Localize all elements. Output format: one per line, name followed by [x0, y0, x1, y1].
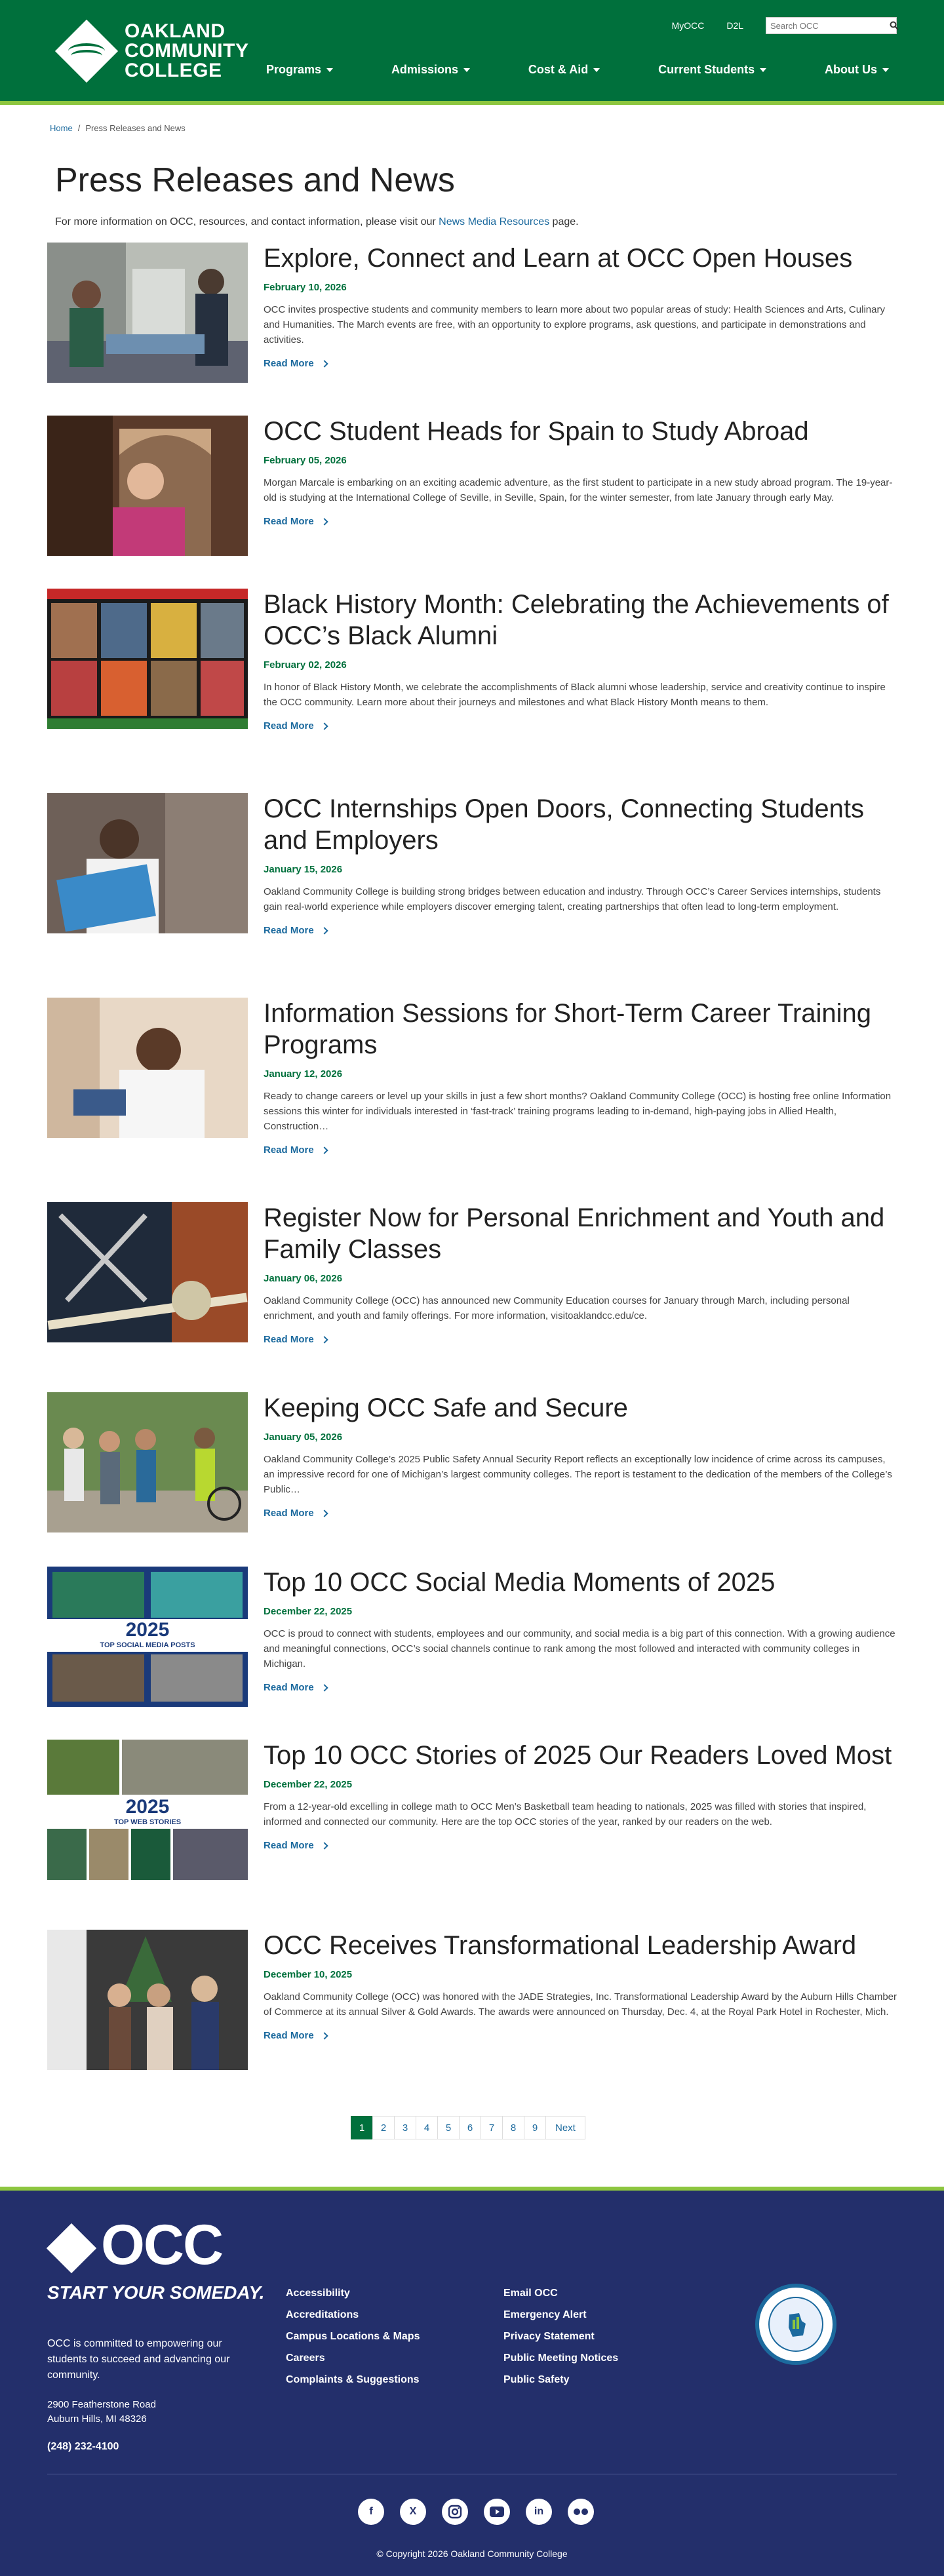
- utility-nav: [672, 17, 897, 34]
- article-thumbnail[interactable]: [47, 793, 248, 933]
- read-more-link[interactable]: [264, 1840, 327, 1851]
- footer-link-emergency-alert[interactable]: Emergency Alert: [503, 2309, 587, 2320]
- article-thumbnail[interactable]: [47, 1930, 248, 2070]
- chevron-down-icon: [326, 68, 333, 72]
- chevron-right-icon: [321, 1146, 328, 1154]
- article-thumbnail[interactable]: [47, 1567, 248, 1707]
- footer-link-complaints[interactable]: Complaints & Suggestions: [286, 2374, 420, 2385]
- page-4-button[interactable]: 4: [416, 2116, 438, 2139]
- article-title[interactable]: OCC Receives Transformational Leadership Award: [264, 1931, 857, 1960]
- article-thumbnail[interactable]: [47, 243, 248, 383]
- read-more-link[interactable]: [264, 1508, 327, 1519]
- d2l-link[interactable]: D2L: [726, 20, 743, 31]
- article-summary: OCC is proud to connect with students, employees and our community, and social media is a big part of this connection. With a growing audience and meaningful connections, OCC’s social channels continue to rank among the most followed and interacted with community colleges in Michigan.: [264, 1628, 895, 1669]
- article-card: [47, 1930, 897, 2070]
- occ-diamond-icon: [47, 2223, 96, 2273]
- site-footer: [0, 2187, 944, 2576]
- chevron-right-icon: [321, 2032, 328, 2039]
- thumb-caption: TOP SOCIAL MEDIA POSTS: [100, 1641, 195, 1649]
- article-thumbnail[interactable]: [47, 416, 248, 556]
- read-more-label: Read More: [264, 1508, 314, 1519]
- chevron-right-icon: [321, 722, 328, 730]
- footer-phone[interactable]: (248) 232-4100: [47, 2441, 119, 2452]
- article-card: [47, 1567, 897, 1707]
- footer-link-privacy[interactable]: Privacy Statement: [503, 2331, 595, 2342]
- occ-logo-icon: [55, 20, 118, 83]
- article-card: [47, 416, 897, 556]
- article-date: December 22, 2025: [264, 1606, 353, 1617]
- chevron-down-icon: [760, 68, 766, 72]
- article-title[interactable]: Black History Month: Celebrating the Achievements of OCC’s Black Alumni: [264, 590, 889, 650]
- read-more-label: Read More: [264, 1334, 314, 1345]
- page-9-button[interactable]: 9: [524, 2116, 546, 2139]
- read-more-link[interactable]: [264, 1144, 327, 1156]
- read-more-link[interactable]: [264, 720, 327, 732]
- footer-link-careers[interactable]: Careers: [286, 2352, 325, 2364]
- intro-after: page.: [549, 216, 579, 227]
- article-title[interactable]: OCC Internships Open Doors, Connecting Students and Employers: [264, 794, 865, 855]
- myocc-link[interactable]: MyOCC: [671, 20, 705, 31]
- breadcrumb-separator: /: [77, 123, 81, 133]
- article-date: December 10, 2025: [264, 1969, 353, 1980]
- footer-about: OCC is committed to empowering our students to succeed and advancing our community.: [47, 2338, 230, 2381]
- article-thumbnail[interactable]: [47, 1392, 248, 1532]
- read-more-link[interactable]: [264, 1682, 327, 1693]
- article-card: [47, 793, 897, 936]
- article-card: [47, 243, 897, 383]
- footer-logo[interactable]: [47, 2214, 223, 2276]
- x-icon[interactable]: X: [400, 2499, 426, 2525]
- logo-line-1: OAKLAND: [125, 20, 226, 42]
- footer-tagline: START YOUR SOMEDAY.: [47, 2282, 265, 2303]
- page-3-button[interactable]: 3: [394, 2116, 416, 2139]
- transparency-reporting-seal[interactable]: [755, 2284, 836, 2365]
- read-more-label: Read More: [264, 516, 314, 527]
- copyright: © Copyright 2026 Oakland Community College: [376, 2548, 568, 2559]
- news-media-resources-link[interactable]: News Media Resources: [439, 216, 550, 227]
- search-icon[interactable]: [890, 18, 899, 33]
- article-date: February 10, 2026: [264, 282, 347, 293]
- read-more-label: Read More: [264, 1144, 314, 1156]
- article-thumbnail[interactable]: [47, 998, 248, 1138]
- logo-wordmark: [125, 22, 248, 81]
- article-title[interactable]: Register Now for Personal Enrichment and Youth and Family Classes: [264, 1203, 885, 1264]
- article-date: February 02, 2026: [264, 659, 347, 671]
- footer-links-col-2: [503, 2288, 618, 2386]
- chevron-right-icon: [321, 1510, 328, 1517]
- footer-link-email-occ[interactable]: Email OCC: [503, 2288, 558, 2299]
- facebook-icon[interactable]: f: [358, 2499, 384, 2525]
- nav-label: Current Students: [658, 63, 755, 76]
- pagination: [351, 2116, 585, 2139]
- chevron-right-icon: [321, 927, 328, 934]
- read-more-link[interactable]: [264, 358, 327, 369]
- article-title[interactable]: Top 10 OCC Social Media Moments of 2025: [264, 1568, 776, 1597]
- article-date: January 12, 2026: [264, 1068, 343, 1080]
- read-more-link[interactable]: [264, 925, 327, 936]
- read-more-label: Read More: [264, 358, 314, 369]
- nav-admissions[interactable]: [391, 63, 470, 77]
- next-page-button[interactable]: Next: [545, 2116, 585, 2139]
- chevron-down-icon: [593, 68, 600, 72]
- social-links: [358, 2499, 594, 2525]
- nav-about-us[interactable]: [825, 63, 889, 77]
- breadcrumb-current: Press Releases and News: [85, 123, 186, 133]
- read-more-label: Read More: [264, 1840, 314, 1851]
- intro-text: [55, 216, 579, 228]
- chevron-right-icon: [321, 1684, 328, 1691]
- page-6-button[interactable]: 6: [459, 2116, 481, 2139]
- read-more-label: Read More: [264, 720, 314, 732]
- article-card: [47, 998, 897, 1156]
- article-thumbnail[interactable]: [47, 1202, 248, 1342]
- nav-label: Programs: [266, 63, 322, 76]
- read-more-label: Read More: [264, 2030, 314, 2041]
- article-summary: Oakland Community College (OCC) has announced new Community Education courses for January through March, including personal enrichment, and youth and family offerings. For more information, visitoaklandcc.edu/ce.: [264, 1295, 850, 1321]
- thumb-year: 2025: [125, 1619, 170, 1641]
- article-title[interactable]: OCC Student Heads for Spain to Study Abroad: [264, 417, 809, 446]
- chevron-down-icon: [463, 68, 470, 72]
- article-title[interactable]: Explore, Connect and Learn at OCC Open Houses: [264, 244, 853, 273]
- article-summary: Oakland Community College’s 2025 Public Safety Annual Security Report reflects an exceptionally low incidence of crime across its campuses, an impressive record for one of Michigan’s largest community colleges. The report is testament to the dedication of the members of the College’s Public…: [264, 1454, 892, 1495]
- read-more-link[interactable]: [264, 516, 327, 527]
- footer-address: [47, 2398, 156, 2427]
- search-input[interactable]: [766, 18, 890, 33]
- page-8-button[interactable]: 8: [502, 2116, 524, 2139]
- article-summary: In honor of Black History Month, we celebrate the accomplishments of Black alumni whose leadership, service and creativity continue to inspire the OCC community. Learn more about their journeys and milestones and what Black History Month means to them.: [264, 682, 886, 708]
- page-title: Press Releases and News: [55, 161, 455, 199]
- nav-cost-aid[interactable]: [528, 63, 600, 77]
- thumb-caption: TOP WEB STORIES: [113, 1818, 182, 1826]
- youtube-icon[interactable]: [484, 2499, 510, 2525]
- article-card: [47, 1392, 897, 1532]
- article-thumbnail[interactable]: [47, 589, 248, 729]
- read-more-label: Read More: [264, 1682, 314, 1693]
- page-5-button[interactable]: 5: [437, 2116, 460, 2139]
- page-1-button[interactable]: 1: [351, 2116, 373, 2139]
- article-title[interactable]: Top 10 OCC Stories of 2025 Our Readers Loved Most: [264, 1741, 892, 1770]
- footer-link-public-meeting[interactable]: Public Meeting Notices: [503, 2352, 619, 2364]
- article-date: February 05, 2026: [264, 455, 347, 466]
- footer-links-col-1: [286, 2288, 420, 2386]
- chevron-right-icon: [321, 518, 328, 525]
- chevron-right-icon: [321, 1336, 328, 1343]
- linkedin-icon[interactable]: in: [526, 2499, 552, 2525]
- chevron-down-icon: [882, 68, 889, 72]
- nav-label: Admissions: [391, 63, 458, 76]
- article-date: January 05, 2026: [264, 1432, 343, 1443]
- search-box: [766, 17, 897, 34]
- read-more-link[interactable]: [264, 2030, 327, 2041]
- occ-logo[interactable]: [55, 20, 248, 83]
- nav-label: Cost & Aid: [528, 63, 589, 76]
- footer-link-accessibility[interactable]: Accessibility: [286, 2288, 350, 2299]
- article-thumbnail[interactable]: [47, 1740, 248, 1880]
- breadcrumb: [50, 123, 186, 133]
- article-summary: OCC invites prospective students and community members to learn more about two popular areas of study: Health Sciences and Arts, Culinary and Humanities. The March events are free, with an opportunity to explore programs, ask questions, and participate in demonstrations and activities.: [264, 304, 885, 345]
- footer-link-public-safety[interactable]: Public Safety: [503, 2374, 570, 2385]
- nav-programs[interactable]: [266, 63, 333, 77]
- footer-link-accreditations[interactable]: Accreditations: [286, 2309, 359, 2320]
- chevron-right-icon: [321, 1842, 328, 1849]
- nav-label: About Us: [824, 63, 877, 76]
- article-card: [47, 1740, 897, 1880]
- read-more-link[interactable]: [264, 1334, 327, 1345]
- logo-line-3: COLLEGE: [125, 60, 222, 81]
- footer-link-campus-locations[interactable]: Campus Locations & Maps: [286, 2331, 420, 2342]
- site-header: [0, 0, 944, 105]
- address-line-2: Auburn Hills, MI 48326: [47, 2413, 147, 2425]
- main-nav: [266, 63, 889, 77]
- article-card: [47, 589, 897, 732]
- nav-current-students[interactable]: [658, 63, 766, 77]
- footer-logo-text: OCC: [101, 2214, 223, 2276]
- page-2-button[interactable]: 2: [372, 2116, 395, 2139]
- article-card: [47, 1202, 897, 1345]
- breadcrumb-home[interactable]: Home: [50, 123, 73, 133]
- instagram-icon[interactable]: [442, 2499, 468, 2525]
- intro-before: For more information on OCC, resources, and contact information, please visit our: [55, 216, 439, 227]
- article-title[interactable]: Information Sessions for Short-Term Career Training Programs: [264, 999, 872, 1059]
- michigan-map-icon: [768, 2297, 823, 2352]
- address-line-1: 2900 Featherstone Road: [47, 2399, 156, 2410]
- article-summary: Oakland Community College is building strong bridges between education and industry. Through OCC’s Career Services internships, students gain real-world experience while employers discover emerging talent, creating partnerships that often lead to long-term employment.: [264, 886, 881, 912]
- thumb-year: 2025: [125, 1796, 170, 1818]
- article-summary: Ready to change careers or level up your skills in just a few short months? Oakland Community College (OCC) is hosting free online Information sessions this winter for individuals interested in ‘fast-track’ training programs leading to in-demand, high-paying jobs in Allied Health, Construction…: [264, 1091, 892, 1132]
- article-summary: Oakland Community College (OCC) was honored with the JADE Strategies, Inc. Transformational Leadership Award by the Auburn Hills Chamber of Commerce at its annual Silver & Gold Awards. The awards were announced on Thursday, Dec. 4, at the Royal Park Hotel in Rochester, Mich.: [264, 1991, 897, 2018]
- article-date: December 22, 2025: [264, 1779, 353, 1790]
- page-7-button[interactable]: 7: [481, 2116, 503, 2139]
- read-more-label: Read More: [264, 925, 314, 936]
- article-summary: Morgan Marcale is embarking on an exciting academic adventure, as the first student to participate in a new study abroad program. The 19-year-old is studying at the International College of Seville, in Seville, Spain, for the winter semester, from late January through early May.: [264, 477, 893, 503]
- logo-line-2: COMMUNITY: [125, 40, 249, 62]
- article-date: January 15, 2026: [264, 864, 343, 875]
- article-summary: From a 12-year-old excelling in college math to OCC Men’s Basketball team heading to nationals, 2025 was filled with stories that inspired, informed and connected our community. Here are the top OCC stories of the year, ranked by our readers on the web.: [264, 1801, 867, 1827]
- article-date: January 06, 2026: [264, 1273, 343, 1284]
- chevron-right-icon: [321, 360, 328, 367]
- article-title[interactable]: Keeping OCC Safe and Secure: [264, 1394, 628, 1422]
- flickr-icon[interactable]: [568, 2499, 594, 2525]
